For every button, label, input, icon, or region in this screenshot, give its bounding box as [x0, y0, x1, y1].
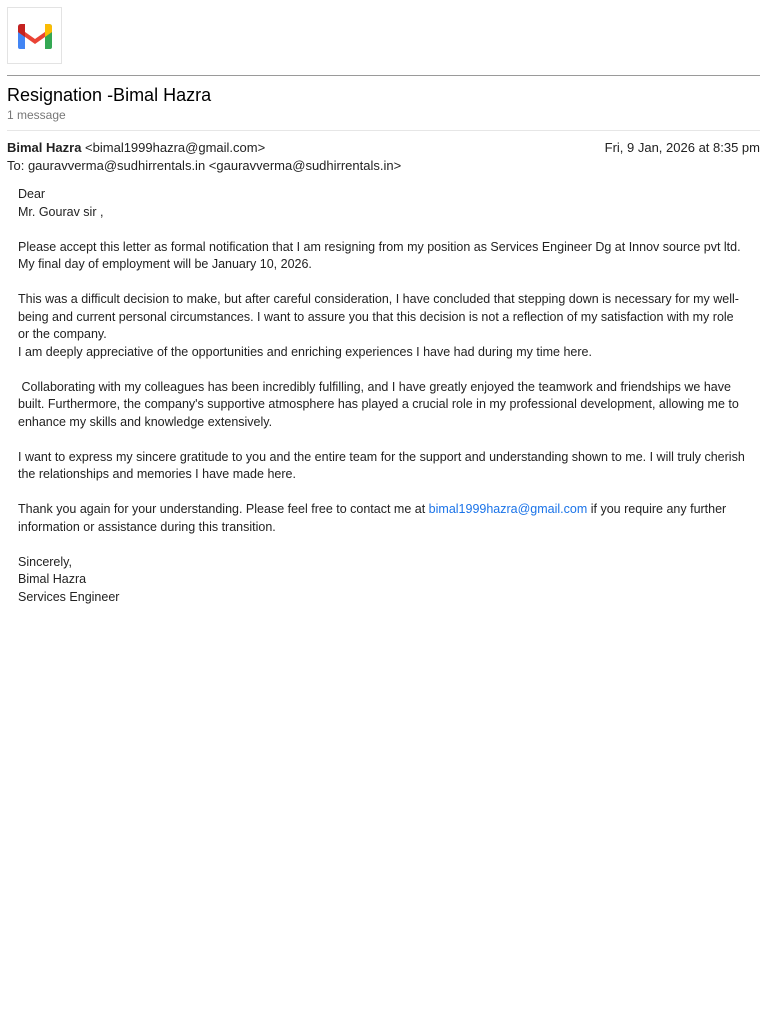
body-paragraph-1: Please accept this letter as formal notification that I am resigning from my position as Services Engineer Dg at Innov source pvt ltd. My final day of employment will be January 10, 2026. [18, 239, 745, 271]
para6-text-before: Thank you again for your understanding. Please feel free to contact me at [18, 502, 429, 516]
gmail-logo [7, 7, 62, 64]
from-line [7, 139, 265, 156]
message-date: Fri, 9 Jan, 2026 at 8:35 pm [604, 140, 760, 155]
body-paragraph-4: Collaborating with my colleagues has been incredibly fulfilling, and I have greatly enjoyed the teamwork and friendships we have built. Furthermore, the company's supportive atmosphere has played a crucial role in my professional development, allowing me to enhance my skills and knowledge extensively. [18, 379, 743, 429]
signature-title: Services Engineer [18, 589, 120, 604]
sender-email-link[interactable]: bimal1999hazra@gmail.com [428, 502, 588, 516]
message-divider [7, 130, 760, 131]
message-count: 1 message [7, 108, 66, 122]
sender-email: <bimal1999hazra@gmail.com> [85, 140, 266, 155]
greeting-line-1: Dear [18, 187, 46, 201]
to-line: To: gauravverma@sudhirrentals.in <gauravverma@sudhirrentals.in> [7, 158, 402, 173]
thread-subject: Resignation -Bimal Hazra [7, 85, 212, 105]
body-paragraph-6 [18, 501, 748, 536]
sender-name: Bimal Hazra [7, 140, 82, 155]
header-divider [7, 75, 760, 76]
body-paragraph-3: I am deeply appreciative of the opportunities and enriching experiences I have had during my time here. [18, 344, 592, 359]
closing: Sincerely, [18, 554, 72, 569]
gmail-m-icon [15, 21, 55, 51]
message-body [18, 186, 748, 606]
body-paragraph-5: I want to express my sincere gratitude to you and the entire team for the support and understanding shown to me. I will truly cherish the relationships and memories I have made here. [18, 449, 749, 481]
greeting-line-2: Mr. Gourav sir , [18, 204, 104, 219]
para6-text-after: if you require any further information or assistance during this transition. [18, 502, 730, 534]
body-paragraph-2: This was a difficult decision to make, but after careful consideration, I have concluded that stepping down is necessary for my well-being and current personal circumstances. I want to assure you that this decision is not a reflection of my satisfaction with my role or the company. [18, 292, 739, 341]
signature-name: Bimal Hazra [18, 572, 87, 586]
